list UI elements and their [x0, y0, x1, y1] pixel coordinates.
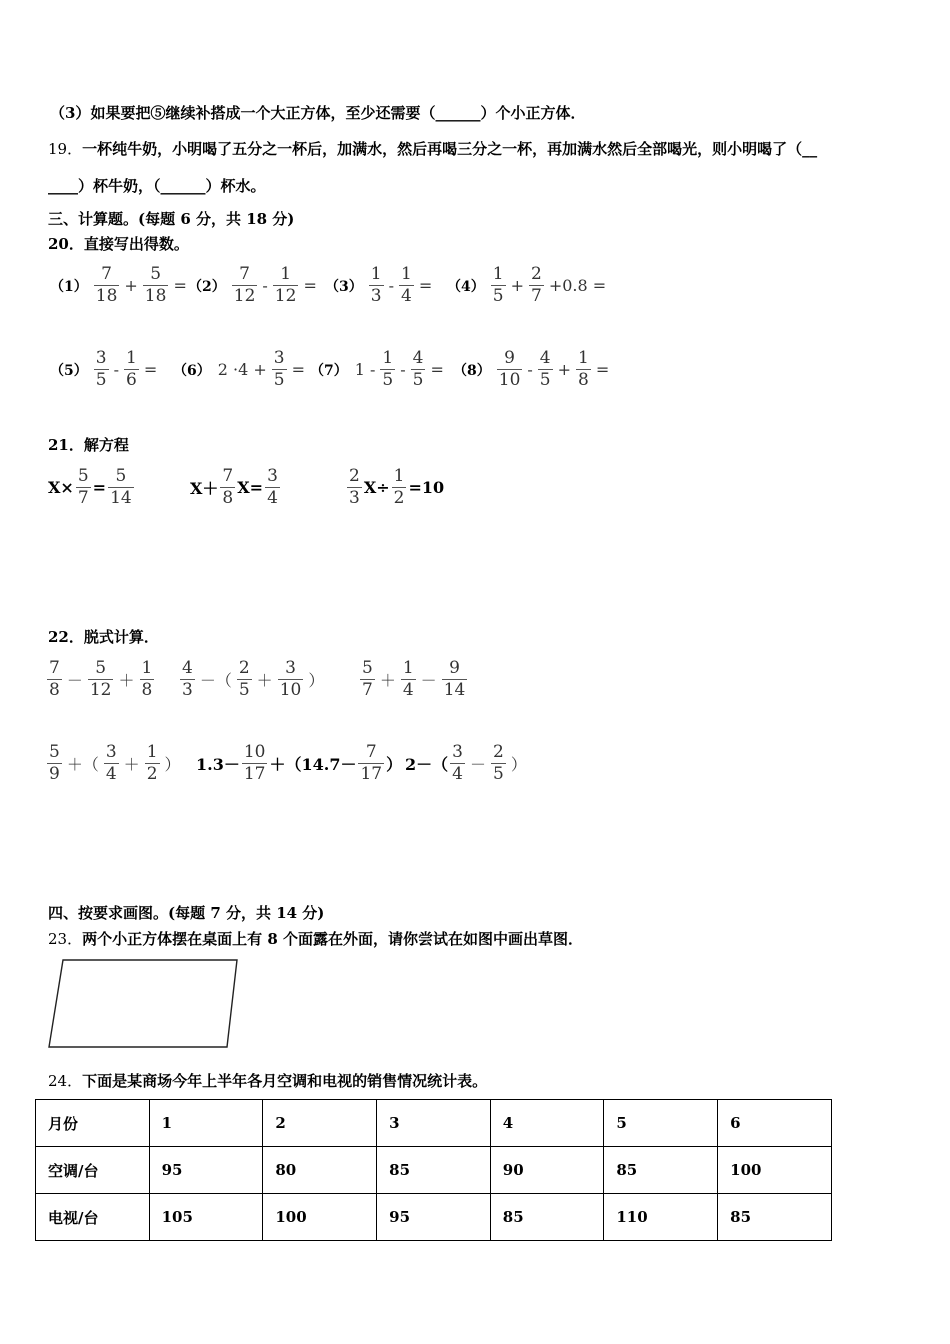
fraction: $\frac{9}{14}$ [443, 658, 466, 700]
q21-title: 21．解方程 [48, 436, 129, 454]
table-cell: 85 [490, 1194, 604, 1241]
table-cell: 4 [490, 1100, 604, 1147]
q21-equation-2: X＋ $\frac{7}{8}$ X= $\frac{3}{4}$ [190, 466, 278, 508]
table-cell: 110 [604, 1194, 718, 1241]
table-row [36, 1100, 832, 1147]
fraction: $\frac{1}{3}$ [370, 264, 382, 306]
fraction: $\frac{7}{18}$ [95, 264, 118, 306]
q21-equation-3: $\frac{2}{3}$ X÷ $\frac{1}{2}$ =10 [349, 466, 445, 508]
table-cell: 5 [604, 1100, 718, 1147]
q22-expr-6: 2－（ $\frac{3}{4}$ － $\frac{2}{5}$ ） [405, 742, 527, 784]
table-cell: 85 [604, 1147, 718, 1194]
fraction: $\frac{5}{18}$ [144, 264, 167, 306]
fraction: $\frac{10}{17}$ [243, 742, 266, 784]
table-cell: 80 [263, 1147, 377, 1194]
q19-line1: 19．一杯纯牛奶，小明喝了五分之一杯后，加满水，然后再喝三分之一杯，再加满水然后全部喝光，则小明喝了（__ [48, 140, 818, 158]
q24-text: 24．下面是某商场今年上半年各月空调和电视的销售情况统计表。 [48, 1072, 488, 1090]
fraction: $\frac{2}{7}$ [530, 264, 542, 306]
fraction: $\frac{5}{7}$ [362, 658, 373, 700]
q20-item-7: （7） 1 - $\frac{1}{5}$ - $\frac{4}{5}$ = [310, 348, 444, 390]
fraction: $\frac{1}{4}$ [402, 658, 414, 700]
fraction: $\frac{4}{5}$ [539, 348, 551, 390]
section-3-title: 三、计算题。(每题 6 分，共 18 分) [48, 210, 295, 228]
q23-text: 23．两个小正方体摆在桌面上有 8 个面露在外面，请你尝试在如图中画出草图． [48, 930, 583, 948]
fraction: $\frac{7}{8}$ [49, 658, 60, 700]
table-cell: 95 [377, 1194, 491, 1241]
drawing-parallelogram [44, 955, 244, 1051]
q22-expr-4: $\frac{5}{9}$ ＋（ $\frac{3}{4}$ ＋ $\frac{1}{2}$ ） [49, 742, 181, 784]
fraction: $\frac{1}{12}$ [274, 264, 297, 306]
table-cell: 3 [377, 1100, 491, 1147]
table-row [36, 1194, 832, 1241]
table-cell: 1 [149, 1100, 263, 1147]
fraction: $\frac{3}{4}$ [452, 742, 463, 784]
table-cell: 95 [149, 1147, 263, 1194]
table-cell: 电视/台 [36, 1194, 150, 1241]
table-cell: 85 [377, 1147, 491, 1194]
table-row [36, 1147, 832, 1194]
table-cell: 空调/台 [36, 1147, 150, 1194]
q20-title: 20．直接写出得数。 [48, 235, 189, 253]
q22-expr-5: 1.3－ $\frac{10}{17}$ ＋（14.7－ $\frac{7}{17}$ ） [196, 742, 403, 784]
fraction: $\frac{5}{12}$ [89, 658, 112, 700]
fraction: $\frac{5}{9}$ [49, 742, 60, 784]
fraction: $\frac{3}{5}$ [95, 348, 107, 390]
fraction: $\frac{1}{2}$ [393, 466, 405, 508]
fraction: $\frac{2}{3}$ [349, 466, 360, 508]
table-cell: 85 [718, 1194, 832, 1241]
fraction: $\frac{2}{5}$ [238, 658, 250, 700]
fraction: $\frac{3}{4}$ [105, 742, 117, 784]
table-cell: 2 [263, 1100, 377, 1147]
q22-expr-3: $\frac{5}{7}$ ＋ $\frac{1}{4}$ － $\frac{9}{14}$ [362, 658, 466, 700]
fraction: $\frac{1}{8}$ [578, 348, 589, 390]
q22-expr-2: $\frac{4}{3}$ －（ $\frac{2}{5}$ ＋ $\frac{3}{10}$ ） [182, 658, 325, 700]
fraction: $\frac{4}{5}$ [412, 348, 424, 390]
table-cell: 100 [718, 1147, 832, 1194]
fraction: $\frac{1}{6}$ [125, 348, 137, 390]
table-cell: 6 [718, 1100, 832, 1147]
q20-item-1: （1） $\frac{7}{18}$ + $\frac{5}{18}$ = [50, 264, 187, 306]
fraction: $\frac{1}{8}$ [141, 658, 153, 700]
fraction: $\frac{4}{3}$ [182, 658, 193, 700]
table-cell: 105 [149, 1194, 263, 1241]
fraction: $\frac{5}{7}$ [77, 466, 89, 508]
sales-table [35, 1099, 832, 1241]
q18-part3: （3）如果要把⑤继续补搭成一个大正方体，至少还需要（______）个小正方体． [50, 104, 586, 122]
fraction: $\frac{2}{5}$ [492, 742, 504, 784]
fraction: $\frac{7}{12}$ [233, 264, 256, 306]
q21-equation-1: X× $\frac{5}{7}$ = $\frac{5}{14}$ [48, 466, 132, 508]
section-4-title: 四、按要求画图。(每题 7 分，共 14 分) [48, 904, 325, 922]
fraction: $\frac{1}{5}$ [492, 264, 504, 306]
q20-item-5: （5） $\frac{3}{5}$ - $\frac{1}{6}$ = [50, 348, 158, 390]
q22-expr-1: $\frac{7}{8}$ － $\frac{5}{12}$ ＋ $\frac{1}{8}$ [49, 658, 153, 700]
q20-item-4: （4） $\frac{1}{5}$ + $\frac{2}{7}$ +0.8 = [447, 264, 607, 306]
q19-line2: ____）杯牛奶，（______）杯水。 [48, 177, 266, 195]
fraction: $\frac{9}{10}$ [498, 348, 521, 390]
q22-title: 22．脱式计算． [48, 628, 159, 646]
q20-item-6: （6） 2 ·4 + $\frac{3}{5}$ = [173, 348, 306, 390]
q20-item-8: （8） $\frac{9}{10}$ - $\frac{4}{5}$ + $\frac{1}{8}$ = [453, 348, 610, 390]
q20-item-2: （2） $\frac{7}{12}$ - $\frac{1}{12}$ = [188, 264, 317, 306]
table-cell: 100 [263, 1194, 377, 1241]
q20-item-3: （3） $\frac{1}{3}$ - $\frac{1}{4}$ = [325, 264, 433, 306]
fraction: $\frac{5}{14}$ [110, 466, 132, 508]
fraction: $\frac{7}{8}$ [222, 466, 234, 508]
table-cell: 90 [490, 1147, 604, 1194]
fraction: $\frac{7}{17}$ [360, 742, 383, 784]
fraction: $\frac{3}{4}$ [267, 466, 278, 508]
fraction: $\frac{1}{5}$ [382, 348, 394, 390]
table-cell: 月份 [36, 1100, 150, 1147]
fraction: $\frac{3}{10}$ [279, 658, 302, 700]
fraction: $\frac{1}{4}$ [400, 264, 412, 306]
fraction: $\frac{1}{2}$ [146, 742, 158, 784]
fraction: $\frac{3}{5}$ [273, 348, 285, 390]
